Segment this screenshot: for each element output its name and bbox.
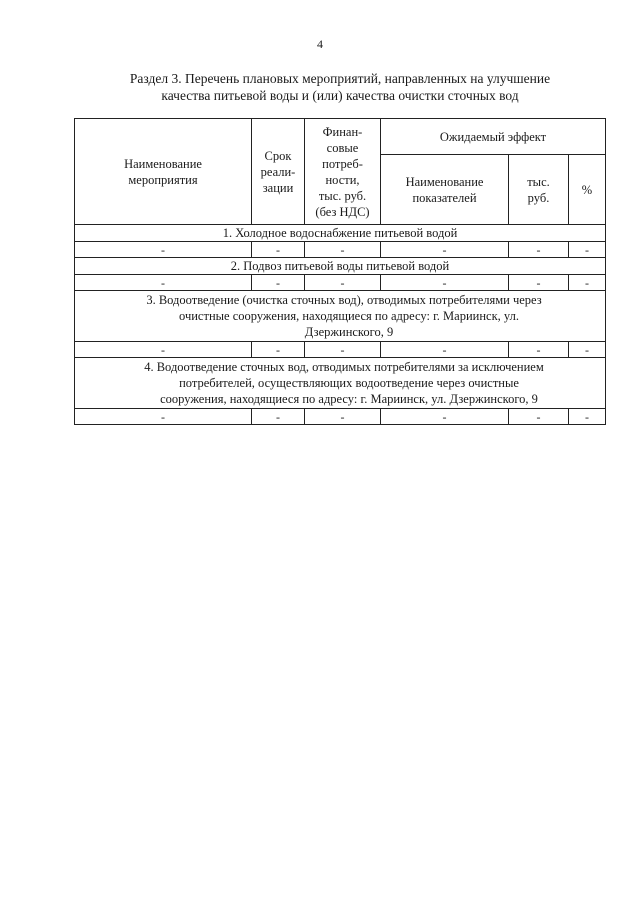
table-cell: - [569, 342, 606, 358]
table-cell: - [569, 275, 606, 291]
table-cell: - [381, 242, 509, 258]
section-title [70, 70, 610, 104]
table-cell: - [252, 275, 305, 291]
header-term: Срок реали- зации [252, 119, 305, 225]
table-row [75, 342, 606, 358]
table-cell: - [252, 342, 305, 358]
table-cell: - [569, 242, 606, 258]
table-cell: - [252, 242, 305, 258]
table-cell: - [381, 275, 509, 291]
title-line: Раздел 3. Перечень плановых мероприятий, направленных на улучшение [129, 71, 551, 86]
table-cell: - [305, 242, 381, 258]
header-thousand-rub: тыс. руб. [509, 155, 569, 225]
table-cell: - [509, 242, 569, 258]
header-expected-effect: Ожидаемый эффект [381, 119, 606, 155]
table-cell: - [305, 409, 381, 425]
table-cell: - [509, 275, 569, 291]
section-heading-4: 4. Водоотведение сточных вод, отводимых потребителями за исключением потребителей, осуществляющих водоотведение через очистные сооружения, находящиеся по адресу: г. Мариинск, ул. Дзержинского, 9 [75, 358, 606, 409]
section-heading-1: 1. Холодное водоснабжение питьевой водой [75, 225, 606, 242]
title-line: качества питьевой воды и (или) качества очистки сточных вод [161, 88, 519, 103]
table-cell: - [569, 409, 606, 425]
table-cell: - [252, 409, 305, 425]
table-cell: - [75, 275, 252, 291]
table-cell: - [509, 409, 569, 425]
table-cell: - [305, 275, 381, 291]
page-number: 4 [317, 37, 323, 51]
header-indicator-name: Наименование показателей [381, 155, 509, 225]
table-row [75, 242, 606, 258]
header-measure-name: Наименование мероприятия [75, 119, 252, 225]
table-cell: - [381, 409, 509, 425]
table-cell: - [75, 409, 252, 425]
header-financial-needs: Финан- совые потреб- ности, тыс. руб. (без НДС) [305, 119, 381, 225]
table-cell: - [75, 342, 252, 358]
section-heading-3: 3. Водоотведение (очистка сточных вод), отводимых потребителями через очистные сооружения, находящиеся по адресу: г. Мариинск, ул. Дзержинского, 9 [75, 291, 606, 342]
table-row [75, 409, 606, 425]
table-cell: - [381, 342, 509, 358]
table-cell: - [509, 342, 569, 358]
table-cell: - [305, 342, 381, 358]
table-cell: - [75, 242, 252, 258]
table-row [75, 275, 606, 291]
section-heading-2: 2. Подвоз питьевой воды питьевой водой [75, 258, 606, 275]
header-percent: % [569, 155, 606, 225]
measures-table [74, 118, 606, 425]
